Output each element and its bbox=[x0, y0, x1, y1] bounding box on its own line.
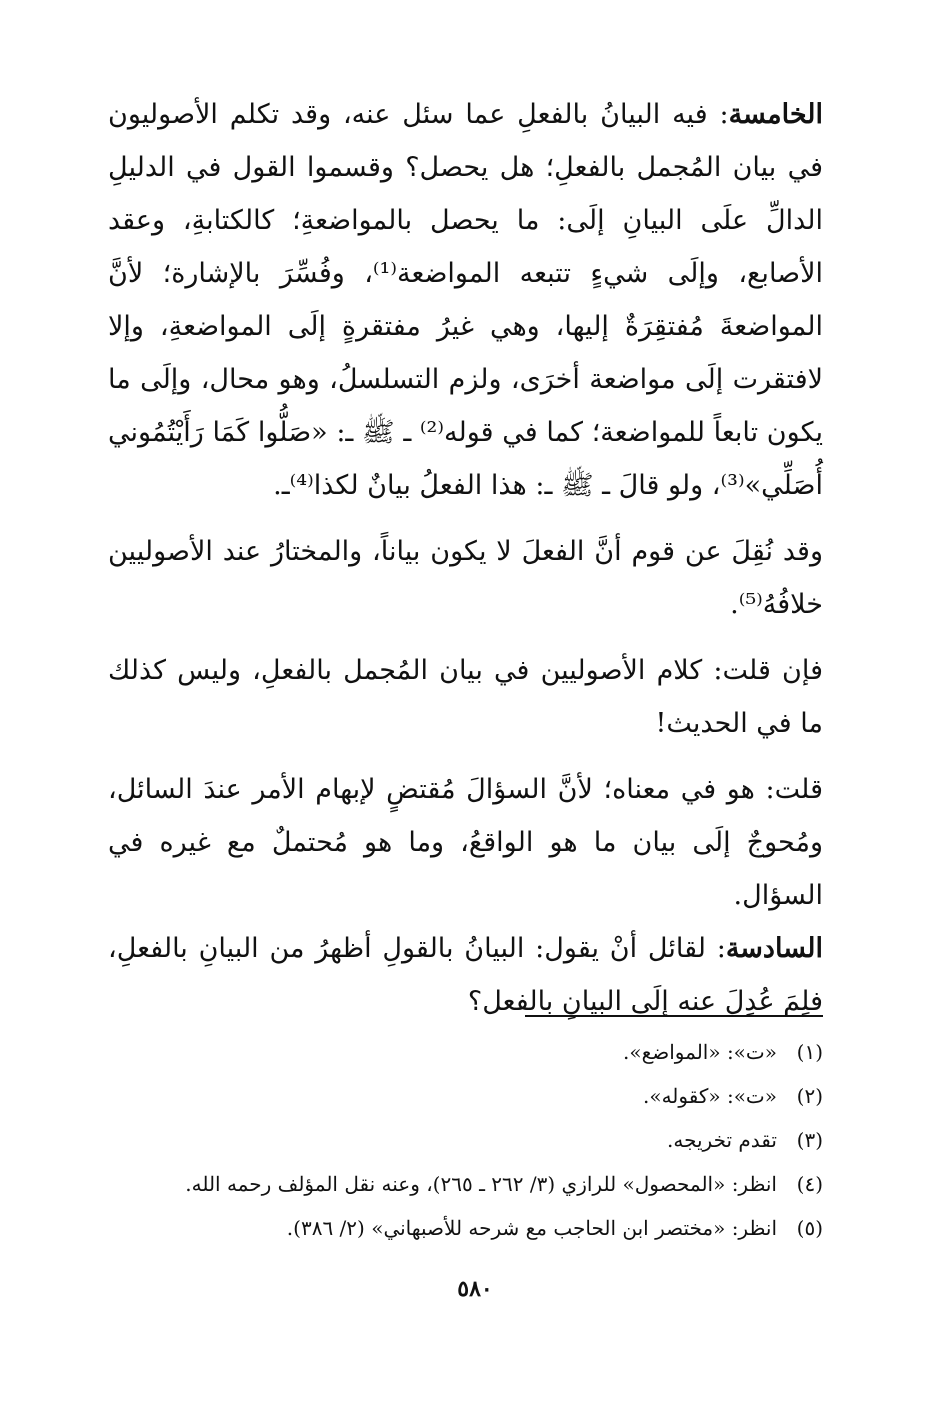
paragraph-sixth-point bbox=[108, 922, 823, 1028]
footnote-item bbox=[108, 1206, 823, 1250]
footnote-number: (٣) bbox=[796, 1128, 823, 1152]
footnote-separator bbox=[525, 1015, 823, 1017]
paragraph-text: قلت: هو في معناه؛ لأنَّ السؤالَ مُقتضٍ لإبهام الأمر عندَ السائل، ومُحوجٌ إلَى بيان ما هو الواقعُ، وما هو مُحتملٌ مع غيره في السؤال. bbox=[108, 774, 823, 911]
page-number: ٥٨٠ bbox=[457, 1276, 493, 1302]
footnote-item bbox=[108, 1030, 823, 1074]
footnote-number: (٤) bbox=[796, 1172, 823, 1196]
paragraph-lead-word: السادسة bbox=[725, 933, 823, 964]
footnotes bbox=[108, 1030, 823, 1250]
paragraph-text: وقد نُقِلَ عن قوم أنَّ الفعلَ لا يكون بياناً، والمختارُ عند الأصوليين خلافُهُ⁽⁵⁾. bbox=[108, 536, 823, 620]
paragraph-lead-word: الخامسة bbox=[728, 99, 823, 130]
footnote-number: (٢) bbox=[796, 1084, 823, 1108]
footnote-item bbox=[108, 1074, 823, 1118]
paragraph-text: : لقائل أنْ يقول: البيانُ بالقولِ أظهرُ من البيانِ بالفعلِ، فلِمَ عُدِلَ عنه إلَى البيانِ بالفعل؟ bbox=[108, 933, 823, 1017]
footnote-number: (١) bbox=[796, 1040, 823, 1064]
footnote-number: (٥) bbox=[796, 1216, 823, 1240]
footnote-text: تقدم تخريجه. bbox=[667, 1128, 777, 1152]
main-text bbox=[108, 88, 823, 1028]
paragraph-text: فإن قلت: كلام الأصوليين في بيان المُجمل بالفعلِ، وليس كذلك ما في الحديث! bbox=[108, 655, 823, 739]
paragraph-text: : فيه البيانُ بالفعلِ عما سئل عنه، وقد تكلم الأصوليون في بيان المُجمل بالفعلِ؛ هل يحصل؟ وقسموا القول في الدليلِ الدالِّ علَى البيانِ إلَى: ما يحصل بالمواضعةِ؛ كالكتابةِ، وعقد الأصابع، وإلَى شيءٍ تتبعه المواضعة⁽¹⁾، وفُسِّرَ بالإشارة؛ لأنَّ المواضعةَ مُفتقِرَةٌ إليها، وهي غيرُ مفتقرةٍ إلَى المواضعةِ، وإلا لافتقرت إلَى مواضعة أخرَى، ولزم التسلسلُ، وهو محال، وإلَى ما يكون تابعاً للمواضعة؛ كما في قوله⁽²⁾ ـ ﷺ ـ: «صَلُّوا كَمَا رَأَيْتُمُوني أُصَلِّي»⁽³⁾، ولو قالَ ـ ﷺ ـ: هذا الفعلُ بيانٌ لكذا⁽⁴⁾ـ. bbox=[108, 99, 823, 501]
footnote-text: انظر: «المحصول» للرازي (٣/ ٢٦٢ ـ ٢٦٥)، وعنه نقل المؤلف رحمه الله. bbox=[185, 1172, 777, 1196]
paragraph-objection bbox=[108, 644, 823, 750]
footnote-text: «ت»: «كقوله». bbox=[642, 1084, 777, 1108]
footnote-item bbox=[108, 1118, 823, 1162]
paragraph-transmitted-view bbox=[108, 525, 823, 631]
paragraph-fifth-point bbox=[108, 88, 823, 512]
footnote-item bbox=[108, 1162, 823, 1206]
footnote-text: انظر: «مختصر ابن الحاجب مع شرحه للأصبهاني» (٢/ ٣٨٦). bbox=[286, 1216, 777, 1240]
footnote-text: «ت»: «المواضع». bbox=[623, 1040, 777, 1064]
paragraph-reply bbox=[108, 763, 823, 922]
